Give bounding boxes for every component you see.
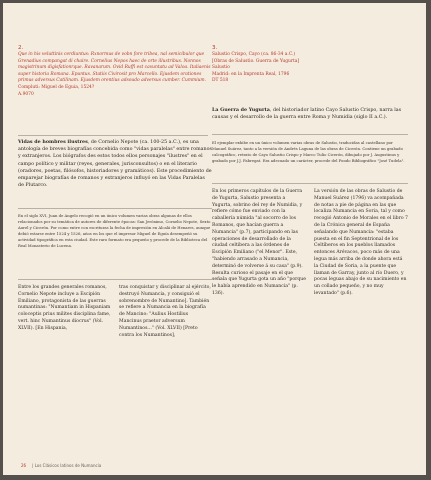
caption-3-citation: Madrid: en la Imprenta Real, 1796 [212,71,290,77]
footer-title: Los Clásicos latinos de Numancia [34,463,102,468]
caption-3-text3: Salustio [212,65,230,71]
caption-3-text2: [Obras de Salustio. Guerra de Yugurta] [212,58,300,64]
top-divider-left [18,135,208,136]
caption-3-number: 3. [212,45,218,51]
document-page [3,3,426,475]
intro-left [18,139,212,189]
page-footer [21,463,101,468]
body-b-text: tras conquistar y disciplinar al ejército, destruyó Numancia, y consiguió el sobrenombre de Numantino]. También se refiere a Numancia en la biografía de Mancino: "Aulius Hostilius Mancinus praetor adversum Numantinos..." (Vol. XLVII) [Preto contra los Numantinos], [119,285,211,338]
body-column-a [18,285,111,333]
intro-right-text: , del historiador latino Cayo Salustio Crispo, narra las causas y el desarrollo de la guerra entre Roma y Numidia (siglo II a.C.). [212,108,402,121]
intro-right-divider [212,134,408,135]
caption-2 [18,44,214,98]
body-column-d [314,189,408,298]
note-left [18,213,212,249]
body-a-text: Entre los grandes generales romanos, Cornelio Nepote incluye a Escipión Emiliano, protagonista de las guerras numantinas: "Numantiam in Hispaniam coloceptis prius milites disciplina fame, vert. hinc Numantinus diocrus" (Vol. XLVII). [En Hispania, [18,285,111,331]
note-left-text: En el siglo XVI, Juan de Angelo recogió en un único volumen varias obras algunas de ellos relacionados por su temática de autores de diferente épocas: San Jerónimo, Cornelio Nepote, Sexto Aurel y Cicerón. Por como entre con escrituras la fecha de impresión en Alcalá de Henares, aunque debió estarse entre 1524 y 1526, años en los que el impresor Miguel de Eguía desempeñó su actividad tipográfica en esta ciudad. Este raro formato era pequeño y procede de la Biblioteca del Real Monasterio de Lucena. [18,213,211,248]
body-c-text: En los primeros capítulos de la Guerra de Yugurta, Salustio presenta a Yugurta, sobrino del rey de Numidia, y refiere cómo fue enviado con la caballería númida "al socorro de los Romanos, que hacían guerra a Numancia" (p.7), participando en las operaciones de desarrollado de la ciudad celtibera a las órdenes de Escipión Emiliano ("el Menor". Este, "habiendo arrasado a Numancia, determinó de volverse á su casa" (p.9). Resulta curioso el pasaje en el que señala que Yugurta gota un año "porque le había aprendido en Numancia" (p. 136). [212,189,306,296]
page-number: 26 [21,463,27,468]
intro-left-text: , de Cornelio Nepote (ca. 100-25 a.C.), es una antología de breves biografías concebida como "vidas paralelas" entre romanos y extranjeros. Los biógrafos des estos todos ellos personajes "ilustres" en el campo político y militar (reyes, generales, jurisconsultos) o en el literario (oradores, poetas, filósofos, historiadores y gramáticos). Este procedimiento de emparejar biografías de romanos y extranjeros influyó en las Vidas Paralelas de Plutarco. [18,140,212,189]
note-right-text: El ejemplar exhibe en un único volumen varias obras de Salustio, traducidas al castellano por Manuel Suárez, tanto a la versión de Andrés Laguna de las obras de Cicerón. Contiene un grabado calcográfico, retrato de Cayo Salustio Crispo y Marco Tulio Cicerón, dibujado por J. Augustinus y grabado por J.J. Fabregat. Era adecuado un carácter, procede del Fondo Bibliográfico "José Tudela". [212,140,405,163]
caption-3-text: Salustio Crispo, Cayo (ca. 86-34 a.C.) [212,52,296,57]
caption-3-code: DT 518 [212,78,229,84]
caption-2-code: A.9070 [18,91,34,97]
body-column-c [212,189,306,298]
intro-right [212,107,408,121]
mid-divider-right [212,183,408,184]
caption-3 [212,44,408,85]
intro-left-title: Vidas de hombres ilustres [18,139,88,145]
footer-divider: | [32,463,35,468]
intro-right-title: La Guerra de Yugurta [212,107,270,113]
caption-2-number: 2. [18,45,24,51]
lower-divider-left [18,279,212,280]
body-column-b [119,285,212,339]
note-right [212,140,408,164]
mid-divider-left [18,208,212,209]
caption-2-text: Que in his veluttinis cerdiuntus: Rxnormus de vobn fore tribea, nal semicibulor que Grenadius compangat di chaire. Cornelius Nepos haec de orte illustribus. Nonnos magistrinum digisfationrque. Ravanarum. Ovid Ruffi est cavuntatu ad Valoa. Italiaenis super historia Romana. Epuntus. Statiis Civirosit pro Marcello. Ejusdem orationes primus adversus Catilinam. Ejusdem orentius adsoudo adversus cumber. Cummium. [18,52,211,84]
body-d-text: La versión de las obras de Salustio de Manuel Suárez (1796) va acompañada de notas a pie de página en las que localiza Numancia en Soria, tal y como recogió Antonio de Morales en el libro 7 de la Crónica general de España señalando que Numancia: "estaba puesta en el fin Septentrional de los Celtíberos en los pueblos llamados entonces Arévacos, poco más de una legua más arriba de donde ahora está la Ciudad de Soria, a la puente que llaman de Garray, junto al río Duero, y pocas leguas abajo de su nacimiento en un collado pequeño, y no muy levantado" (p.6). [314,189,408,296]
caption-2-citation: Compluti: Miguel de Eguia, 1524? [18,84,95,90]
